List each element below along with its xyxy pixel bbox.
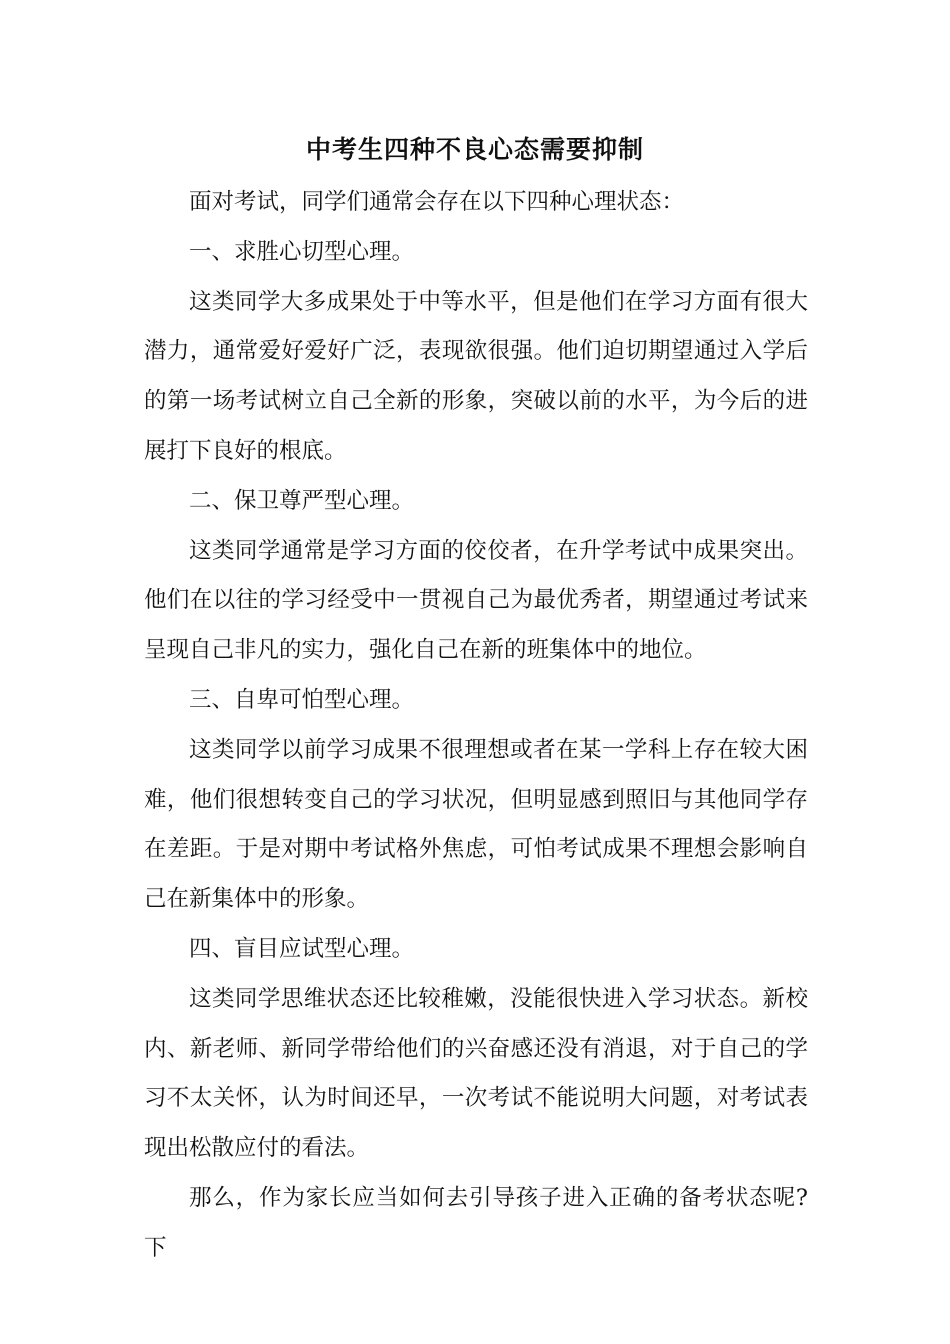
paragraph-type-4: 这类同学思维状态还比较稚嫩，没能很快进入学习状态。新校内、新老师、新同学带给他们的兴奋感还没有消退，对于自己的学习不太关怀，认为时间还早，一次考试不能说明大问题，对考试表现出松散应付的看法。 [144,985,808,1162]
document-body [144,178,808,1274]
heading-type-3: 三、自卑可怕型心理。 [189,686,415,713]
document-title: 中考生四种不良心态需要抑制 [305,135,644,164]
paragraph-closing: 那么，作为家长应当如何去引导孩子进入正确的备考状态呢?下 [144,1184,808,1261]
paragraph-intro: 面对考试，同学们通常会存在以下四种心理状态： [189,189,685,215]
heading-type-2: 二、保卫尊严型心理。 [189,487,415,514]
paragraph-type-1: 这类同学大多成果处于中等水平，但是他们在学习方面有很大潜力，通常爱好爱好广泛，表现欲很强。他们迫切期望通过入学后的第一场考试树立自己全新的形象，突破以前的水平，为今后的进展打下良好的根底。 [144,288,808,464]
heading-type-1: 一、求胜心切型心理。 [189,238,415,265]
paragraph-type-3: 这类同学以前学习成果不很理想或者在某一学科上存在较大困难，他们很想转变自己的学习状况，但明显感到照旧与其他同学存在差距。于是对期中考试格外焦虑，可怕考试成果不理想会影响自己在新集体中的形象。 [144,736,808,913]
heading-type-4: 四、盲目应试型心理。 [189,935,415,962]
paragraph-type-2: 这类同学通常是学习方面的佼佼者，在升学考试中成果突出。他们在以往的学习经受中一贯视自己为最优秀者，期望通过考试来呈现自己非凡的实力，强化自己在新的班集体中的地位。 [144,537,808,664]
